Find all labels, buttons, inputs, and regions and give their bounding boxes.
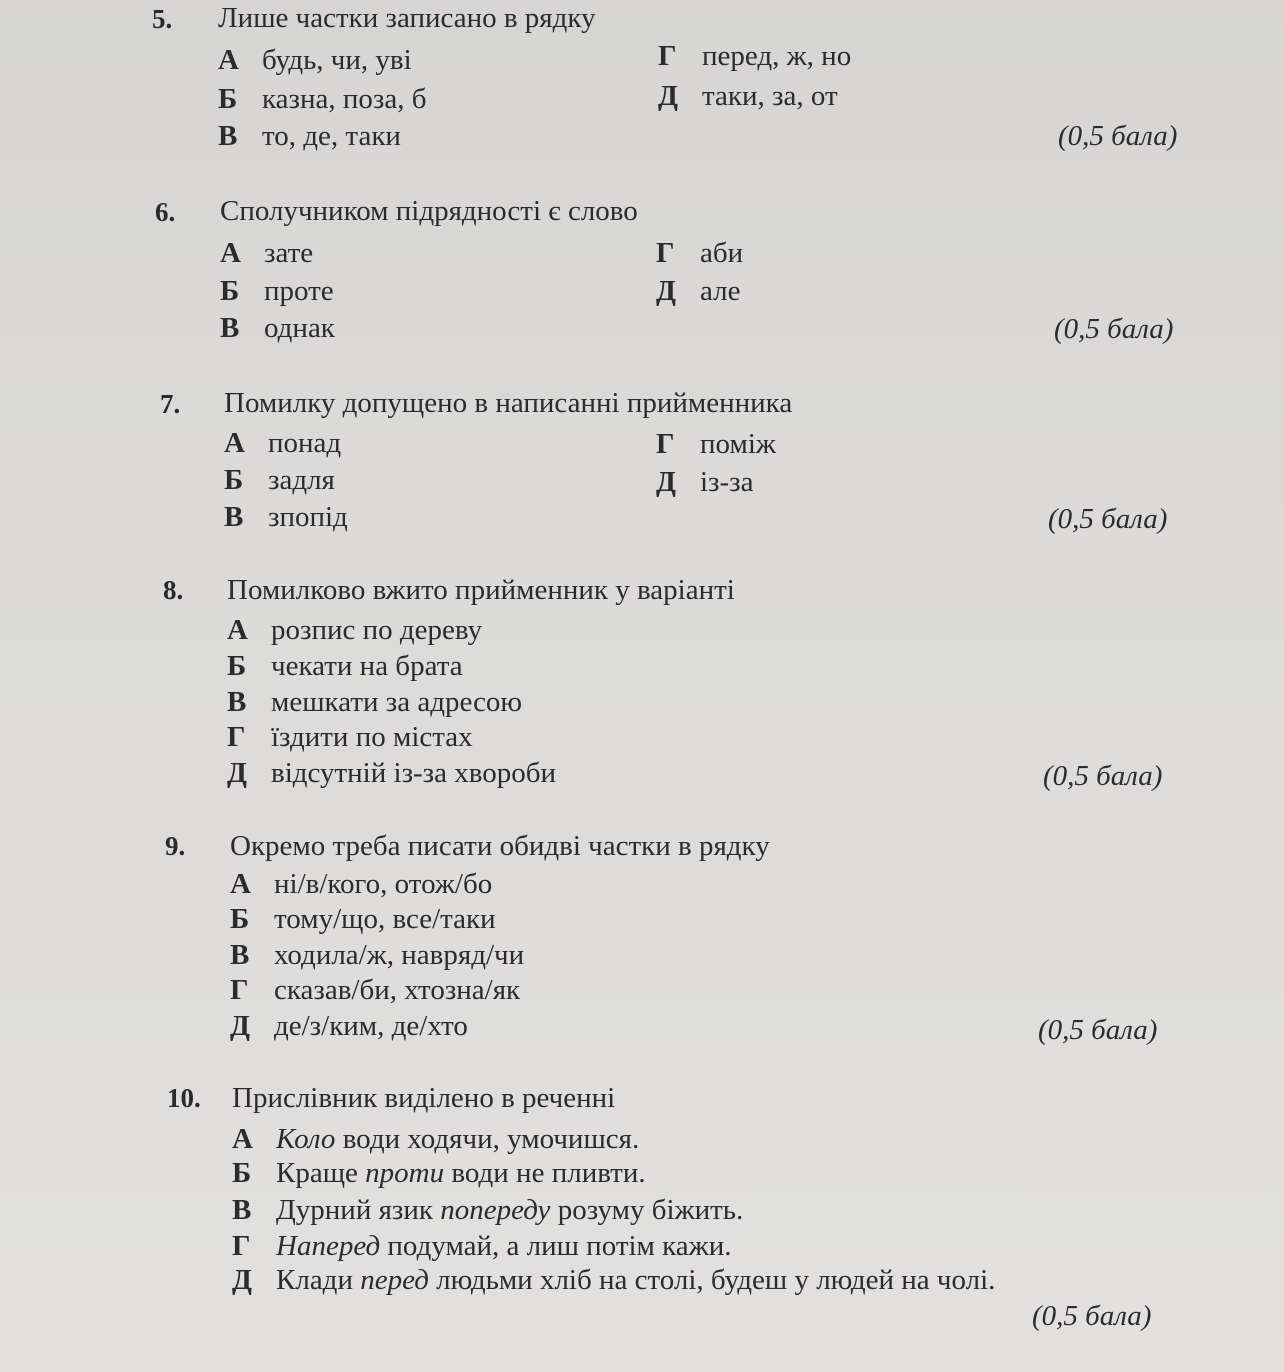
option-b[interactable]: Б казна, поза, б — [218, 83, 427, 115]
question-stem: Помилково вжито прийменник у варіанті — [227, 574, 735, 606]
question-number: 6. — [155, 197, 176, 227]
question-number: 8. — [163, 575, 184, 605]
option-d[interactable]: Д де/з/ким, де/хто — [230, 1010, 468, 1042]
score-label: (0,5 бала) — [1054, 313, 1174, 345]
option-g[interactable]: Г аби — [656, 237, 744, 269]
option-v[interactable]: В мешкати за адресою — [227, 686, 523, 718]
option-b[interactable]: Б Краще проти води не пливти. — [232, 1157, 646, 1189]
option-d[interactable]: Д але — [656, 275, 741, 307]
option-v[interactable]: В однак — [220, 312, 335, 344]
score-label: (0,5 бала) — [1043, 760, 1163, 792]
option-v[interactable]: В ходила/ж, навряд/чи — [230, 939, 525, 971]
score-label: (0,5 бала) — [1032, 1300, 1152, 1332]
score-label: (0,5 бала) — [1048, 503, 1168, 535]
option-a[interactable]: А зате — [220, 237, 314, 269]
option-d[interactable]: Д відсутній із-за хвороби — [227, 757, 557, 789]
question-number: 9. — [165, 831, 186, 861]
question-stem: Окремо треба писати обидві частки в рядку — [230, 830, 770, 862]
question-stem: Лише частки записано в рядку — [218, 2, 596, 34]
option-b[interactable]: Б чекати на брата — [227, 650, 463, 682]
option-d[interactable]: Д таки, за, от — [658, 80, 838, 112]
score-label: (0,5 бала) — [1058, 120, 1178, 152]
score-label: (0,5 бала) — [1038, 1014, 1158, 1046]
question-stem: Помилку допущено в написанні прийменника — [224, 387, 793, 419]
option-d[interactable]: Д Клади перед людьми хліб на столі, будеш у людей на чолі. — [232, 1264, 996, 1296]
option-a[interactable]: А ні/в/кого, отож/бо — [230, 868, 493, 900]
option-a[interactable]: А розпис по дереву — [227, 614, 483, 646]
question-number: 10. — [167, 1083, 201, 1113]
question-number: 7. — [160, 389, 181, 419]
question-stem: Прислівник виділено в реченні — [232, 1082, 616, 1114]
option-g[interactable]: Г Наперед подумай, а лиш потім кажи. — [232, 1230, 732, 1262]
option-v[interactable]: В то, де, таки — [218, 120, 401, 152]
option-g[interactable]: Г поміж — [656, 428, 776, 460]
option-g[interactable]: Г сказав/би, хтозна/як — [230, 974, 521, 1006]
option-b[interactable]: Б тому/що, все/таки — [230, 903, 496, 935]
option-a[interactable]: А будь, чи, уві — [218, 44, 412, 76]
option-a[interactable]: А Коло води ходячи, умочишся. — [232, 1123, 640, 1155]
option-v[interactable]: В зпопід — [224, 501, 348, 533]
option-a[interactable]: А понад — [224, 427, 342, 459]
question-number: 5. — [152, 4, 173, 34]
option-d[interactable]: Д із-за — [656, 466, 754, 498]
option-g[interactable]: Г їздити по містах — [227, 721, 473, 753]
option-g[interactable]: Г перед, ж, но — [658, 40, 852, 72]
question-stem: Сполучником підрядності є слово — [220, 195, 638, 227]
option-v[interactable]: В Дурний язик попереду розуму біжить. — [232, 1194, 744, 1226]
option-b[interactable]: Б проте — [220, 275, 334, 307]
option-b[interactable]: Б задля — [224, 464, 335, 496]
